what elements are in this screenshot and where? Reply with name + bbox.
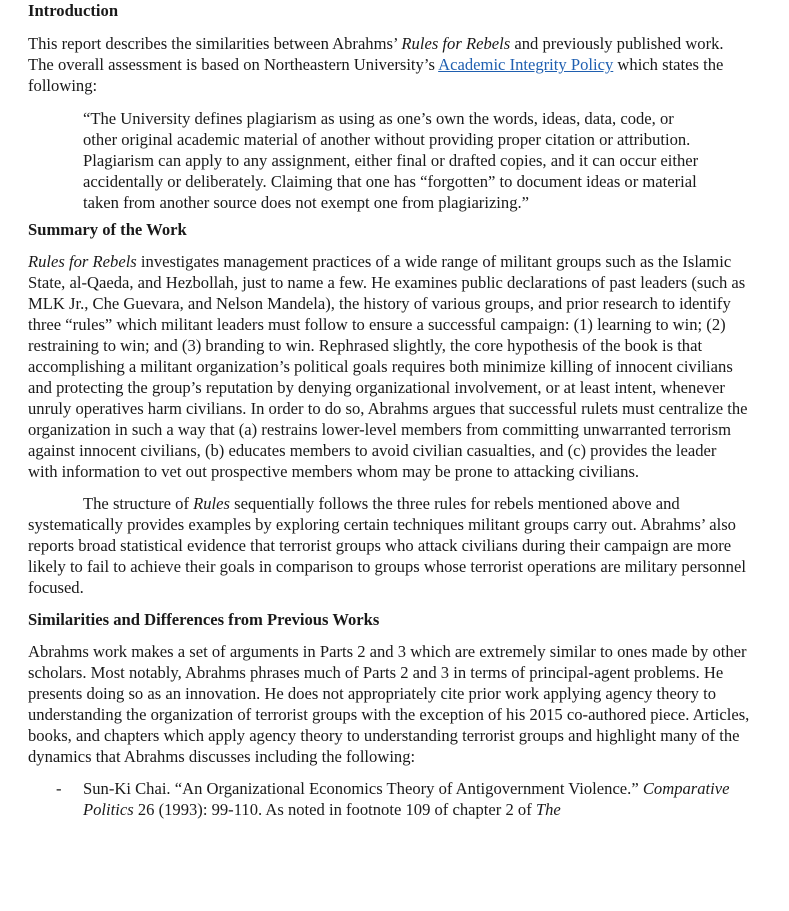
bullet-dash: -	[56, 779, 62, 798]
reference-list	[28, 778, 750, 820]
book-short-title: Rules	[193, 494, 230, 513]
policy-quote: “The University defines plagiarism as using as one’s own the words, ideas, data, code, or other original academic material of another without providing proper citation or attribution. Plagiarism can apply to any assignment, either final or drafted copies, and it can occur either accidentally or deliberately. Claiming that one has “forgotten” to document ideas or material taken from another source does not exempt one from plagiarizing.”	[83, 109, 699, 212]
summary-paragraph	[28, 251, 750, 482]
structure-text-2: sequentially follows the three rules for rebels mentioned above and systematically provides examples by exploring certain techniques militant groups carry out. Abrahms’ also reports broad statistical evidence that terrorist groups who attack civilians during their campaign are more likely to fail to achieve their goals in comparison to groups whose terrorist operations are military personnel focused.	[28, 494, 746, 597]
similarities-heading: Similarities and Differences from Previous Works	[28, 610, 380, 629]
intro-text-3: which states the following:	[28, 55, 724, 95]
summary-text: investigates management practices of a wide range of militant groups such as the Islamic State, al-Qaeda, and Hezbollah, just to name a few. He examines public declarations of past leaders (such as MLK Jr., Che Guevara, and Nelson Mandela), the history of various groups, and prior research to identify three “rules” which militant leaders must follow to ensure a successful campaign: (1) learning to win; (2) restraining to win; and (3) branding to win. Rephrased slightly, the core hypothesis of the book is that accomplishing a militant organization’s political goals requires both minimize killing of innocent civilians and protecting the group’s reputation by denying organizational involvement, or at least intent, whenever unruly operatives harm civilians. In order to do so, Abrahms argues that successful rulets must centralize the organization in such a way that (a) restrains lower-level members from committing unwarranted terrorism against innocent civilians, (b) educates members to avoid civilian casualties, and (c) provides the leader with information to vet out prospective members whom may be prone to attacking civilians.	[28, 252, 748, 481]
intro-text-2: and previously published work. The overall assessment is based on Northeastern University’s	[28, 34, 724, 74]
book-title: Rules for Rebels	[401, 34, 511, 53]
document-page	[28, 0, 750, 820]
introduction-heading: Introduction	[28, 1, 119, 20]
book-title: Rules for Rebels	[28, 252, 137, 271]
reference-details: 26 (1993): 99-110. As noted in footnote 109 of chapter 2 of	[133, 800, 536, 819]
intro-text-1: This report describes the similarities between Abrahms’	[28, 34, 402, 53]
summary-heading: Summary of the Work	[28, 220, 187, 239]
reference-author-title: Sun-Ki Chai. “An Organizational Economics Theory of Antigovernment Violence.”	[83, 779, 643, 798]
list-item	[28, 778, 750, 820]
academic-integrity-policy-link[interactable]: Academic Integrity Policy	[438, 55, 614, 74]
introduction-paragraph	[28, 33, 750, 96]
structure-text-1: The structure of	[83, 494, 194, 513]
similarities-paragraph: Abrahms work makes a set of arguments in Parts 2 and 3 which are extremely similar to ones made by other scholars. Most notably, Abrahms phrases much of Parts 2 and 3 in terms of principal-agent problems. He presents doing so as an innovation. He does not appropriately cite prior work applying agency theory to understanding the organization of terrorist groups with the exception of his 2015 co-authored piece. Articles, books, and chapters which apply agency theory to understanding terrorist groups and highlight many of the dynamics that Abrahms discusses including the following:	[28, 642, 750, 766]
reference-title-fragment: The	[535, 800, 561, 819]
reference-journal: Comparative Politics	[83, 779, 730, 819]
structure-paragraph	[28, 493, 750, 598]
